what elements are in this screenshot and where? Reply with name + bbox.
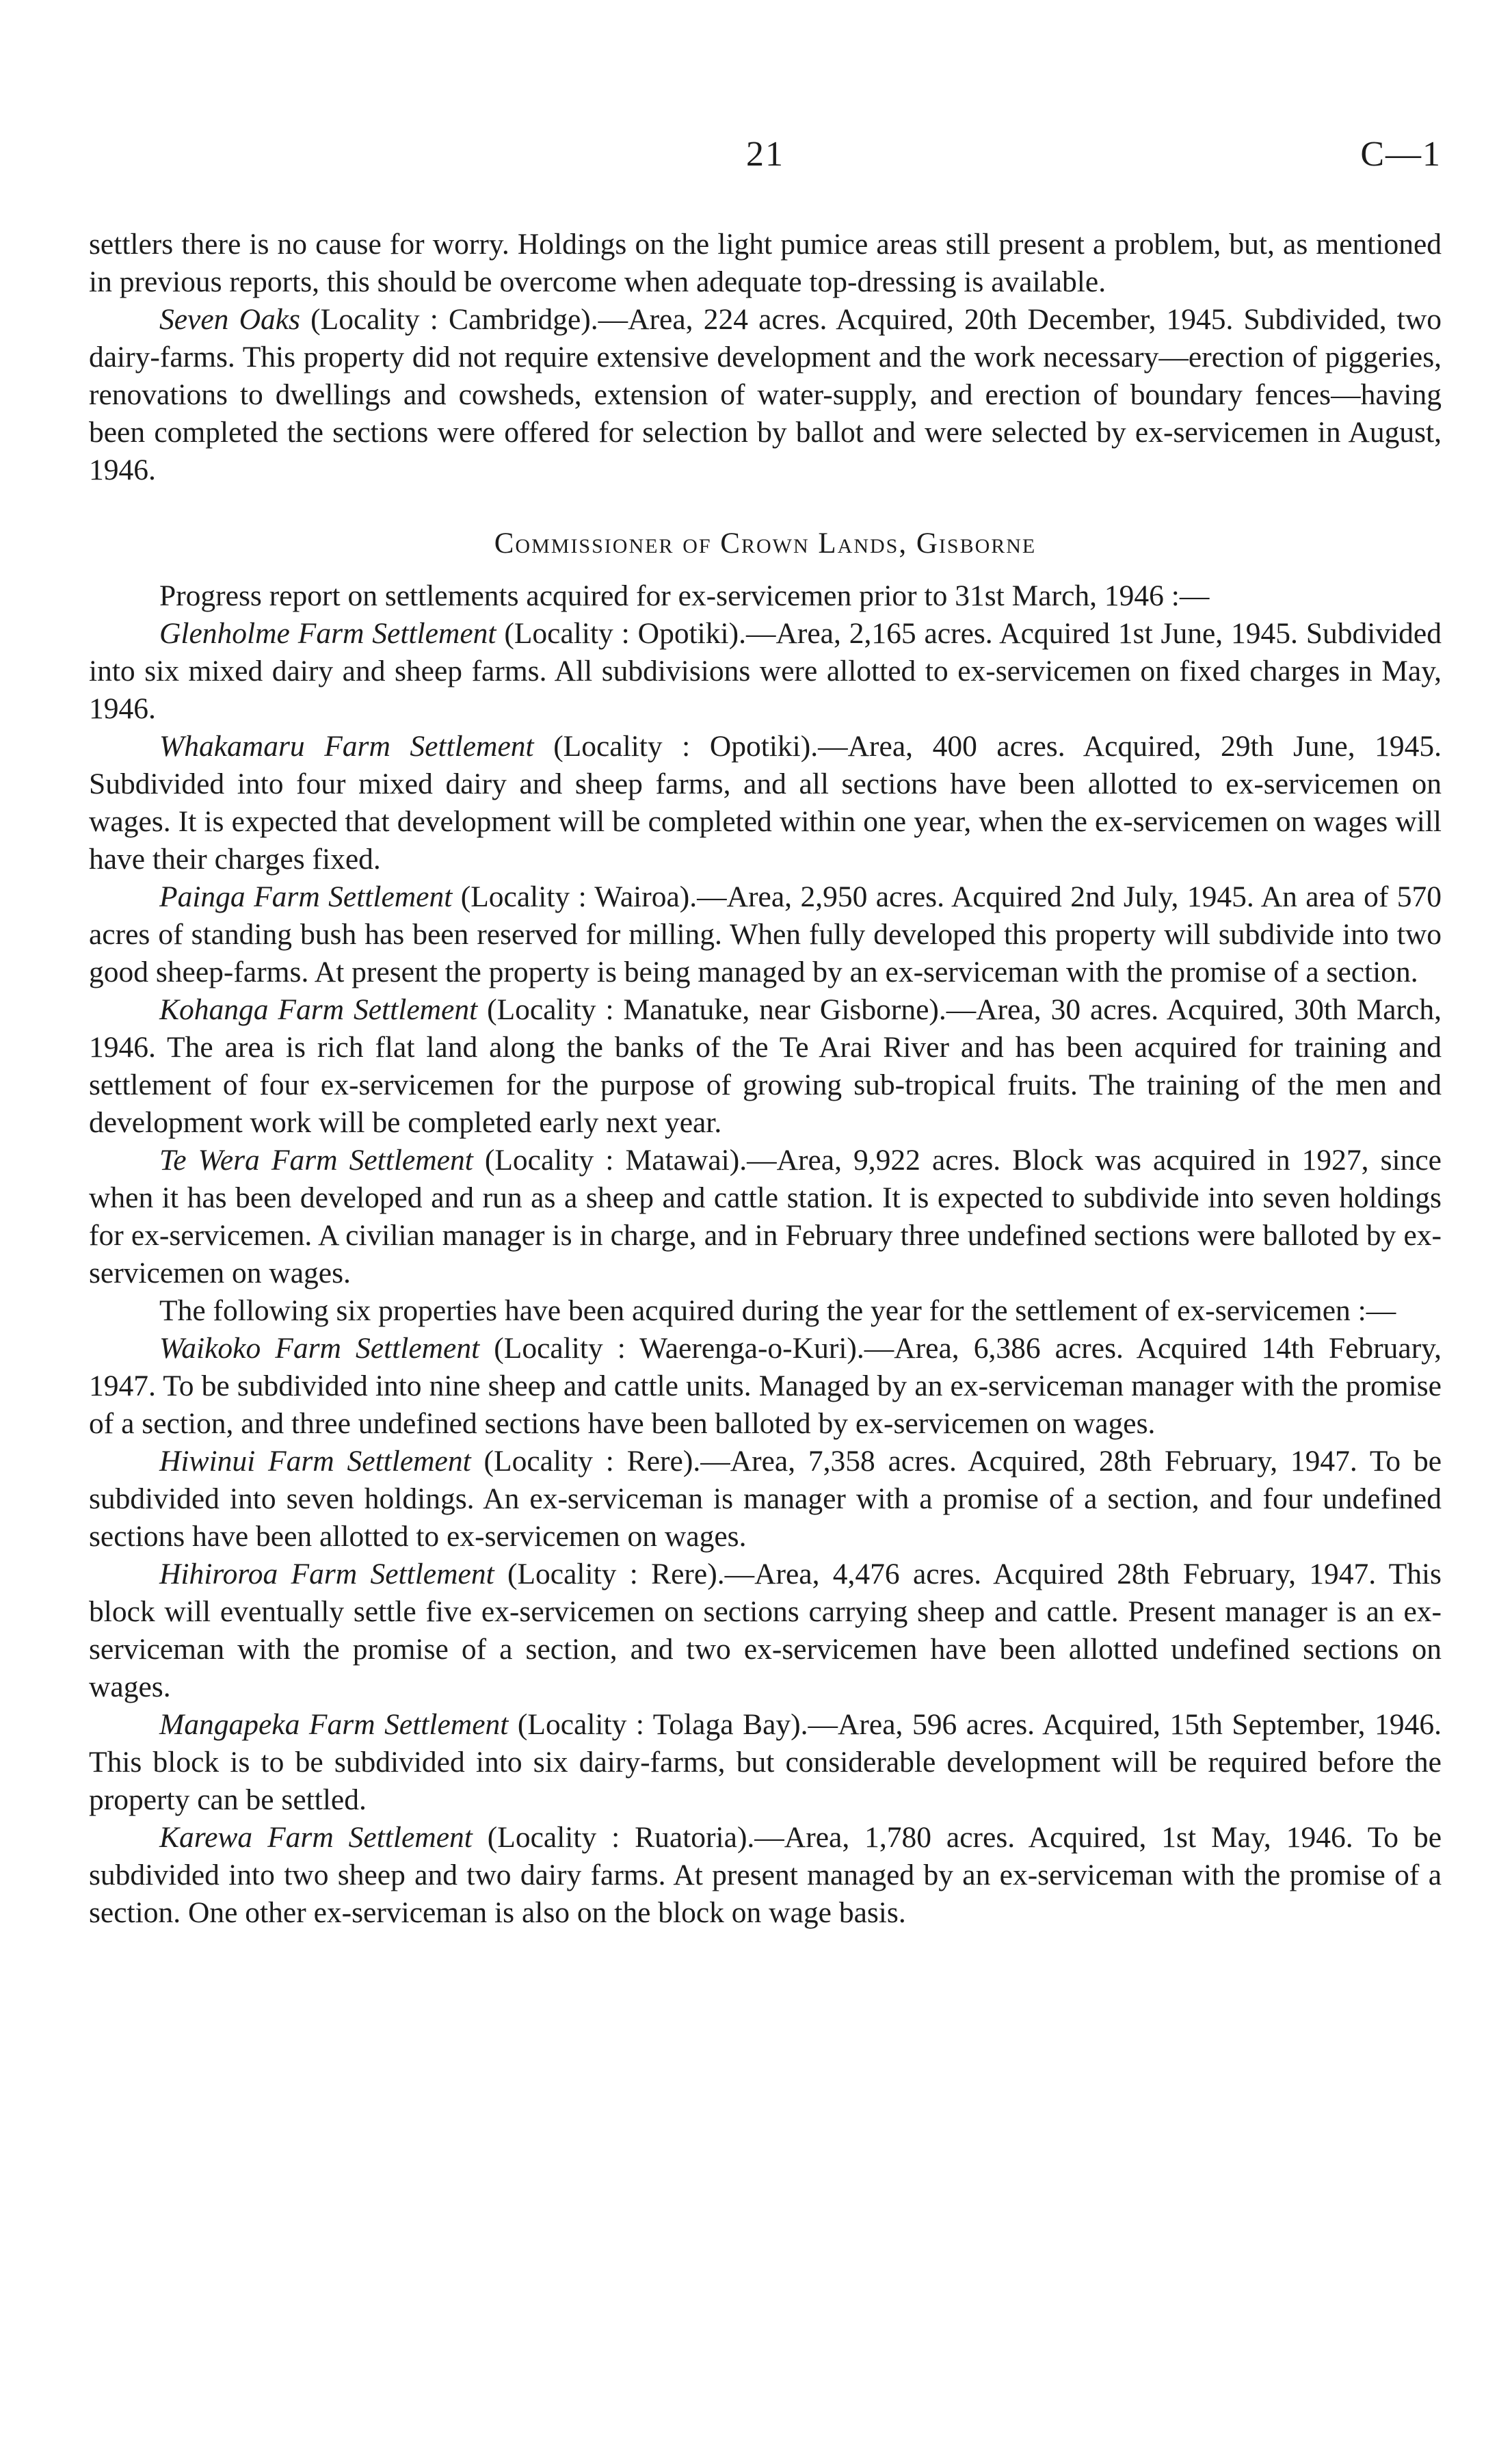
- settlement-name: Whakamaru Farm Settlement: [159, 730, 534, 763]
- page-body: [89, 226, 1442, 1932]
- settlement-name: Kohanga Farm Settlement: [159, 993, 478, 1026]
- page-header: [89, 134, 1442, 189]
- settlement-paragraph-mangapeka: [89, 1706, 1442, 1819]
- settlement-description: (Locality : Wairoa).—Area, 2,950 acres. Acquired 2nd July, 1945. An area of 570 acres of standing bush has been reserved for milling. When fully developed this property will subdivide into two good sheep-farms. At present the property is being managed by an ex-serviceman with the promise of a section.: [89, 880, 1442, 988]
- settlement-paragraph-hiwinui: [89, 1443, 1442, 1556]
- settlement-description: (Locality : Matawai).—Area, 9,922 acres. Block was acquired in 1927, since when it has been developed and run as a sheep and cattle station. It is expected to subdivide into seven holdings for ex-servicemen. A civilian manager is in charge, and in February three undefined sections were balloted by ex-servicemen on wages.: [89, 1144, 1442, 1289]
- page-number: 21: [746, 135, 784, 174]
- settlement-name: Painga Farm Settlement: [159, 880, 453, 913]
- document-reference: C—1: [1360, 135, 1442, 174]
- settlement-description: (Locality : Rere).—Area, 7,358 acres. Acquired, 28th February, 1947. To be subdivided into seven holdings. An ex-serviceman is manager with a promise of a section, and four undefined sections have been allotted to ex-servicemen on wages.: [89, 1445, 1442, 1553]
- settlement-description: (Locality : Tolaga Bay).—Area, 596 acres. Acquired, 15th September, 1946. This block is to be subdivided into six dairy-farms, but considerable development will be required before the property can be settled.: [89, 1708, 1442, 1816]
- intro-paragraph: settlers there is no cause for worry. Holdings on the light pumice areas still present a problem, but, as mentioned in previous reports, this should be overcome when adequate top-dressing is available.: [89, 228, 1442, 298]
- settlement-name: Glenholme Farm Settlement: [159, 617, 496, 650]
- settlement-name: Mangapeka Farm Settlement: [159, 1708, 509, 1741]
- settlement-paragraph-painga: [89, 878, 1442, 991]
- settlement-description: (Locality : Opotiki).—Area, 400 acres. Acquired, 29th June, 1945. Subdivided into four mixed dairy and sheep farms, and all sections have been allotted to ex-servicemen on wages. It is expected that development will be completed within one year, when the ex-servicemen on wages will have their charges fixed.: [89, 730, 1442, 876]
- progress-intro: Progress report on settlements acquired for ex-servicemen prior to 31st March, 1946 :—: [159, 579, 1210, 612]
- section-heading: Commissioner of Crown Lands, Gisborne: [494, 527, 1037, 560]
- settlement-description: (Locality : Cambridge).—Area, 224 acres. Acquired, 20th December, 1945. Subdivided, two dairy-farms. This property did not require extensive development and the work necessary—erection of piggeries, renovations to dwellings and cowsheds, extension of water-supply, and erection of boundary fences—having been completed the sections were offered for selection by ballot and were selected by ex-servicemen in August, 1946.: [89, 303, 1442, 486]
- settlement-description: (Locality : Opotiki).—Area, 2,165 acres. Acquired 1st June, 1945. Subdivided into six mixed dairy and sheep farms. All subdivisions were allotted to ex-servicemen on fixed charges in May, 1946.: [89, 617, 1442, 725]
- settlement-name: Karewa Farm Settlement: [159, 1821, 473, 1854]
- settlement-paragraph-waikoko: [89, 1330, 1442, 1443]
- settlement-description: (Locality : Rere).—Area, 4,476 acres. Acquired 28th February, 1947. This block will eventually settle five ex-servicemen on sections carrying sheep and cattle. Present manager is an ex-serviceman with the promise of a section, and two ex-servicemen have been allotted undefined sections on wages.: [89, 1558, 1442, 1703]
- following-intro: The following six properties have been acquired during the year for the settlement of ex-servicemen :—: [159, 1294, 1396, 1327]
- settlement-paragraph-whakamaru: [89, 728, 1442, 878]
- settlement-name: Waikoko Farm Settlement: [159, 1332, 480, 1365]
- settlement-paragraph-kohanga: [89, 991, 1442, 1142]
- settlement-name: Seven Oaks: [159, 303, 300, 336]
- settlement-description: (Locality : Waerenga-o-Kuri).—Area, 6,386 acres. Acquired 14th February, 1947. To be subdivided into nine sheep and cattle units. Managed by an ex-serviceman manager with the promise of a section, and three undefined sections have been balloted by ex-servicemen on wages.: [89, 1332, 1442, 1440]
- settlement-name: Hiwinui Farm Settlement: [159, 1445, 471, 1478]
- settlement-paragraph-glenholme: [89, 615, 1442, 728]
- settlement-paragraph-hihiroroa: [89, 1556, 1442, 1706]
- settlement-name: Hihiroroa Farm Settlement: [159, 1558, 494, 1590]
- settlement-name: Te Wera Farm Settlement: [159, 1144, 473, 1177]
- settlement-paragraph-te-wera: [89, 1142, 1442, 1292]
- settlement-description: (Locality : Ruatoria).—Area, 1,780 acres. Acquired, 1st May, 1946. To be subdivided into two sheep and two dairy farms. At present managed by an ex-serviceman with the promise of a section. One other ex-serviceman is also on the block on wage basis.: [89, 1821, 1442, 1929]
- settlement-description: (Locality : Manatuke, near Gisborne).—Area, 30 acres. Acquired, 30th March, 1946. The area is rich flat land along the banks of the Te Arai River and has been acquired for training and settlement of four ex-servicemen for the purpose of growing sub-tropical fruits. The training of the men and development work will be completed early next year.: [89, 993, 1442, 1139]
- settlement-paragraph-seven-oaks: [89, 301, 1442, 489]
- settlement-paragraph-karewa: [89, 1819, 1442, 1932]
